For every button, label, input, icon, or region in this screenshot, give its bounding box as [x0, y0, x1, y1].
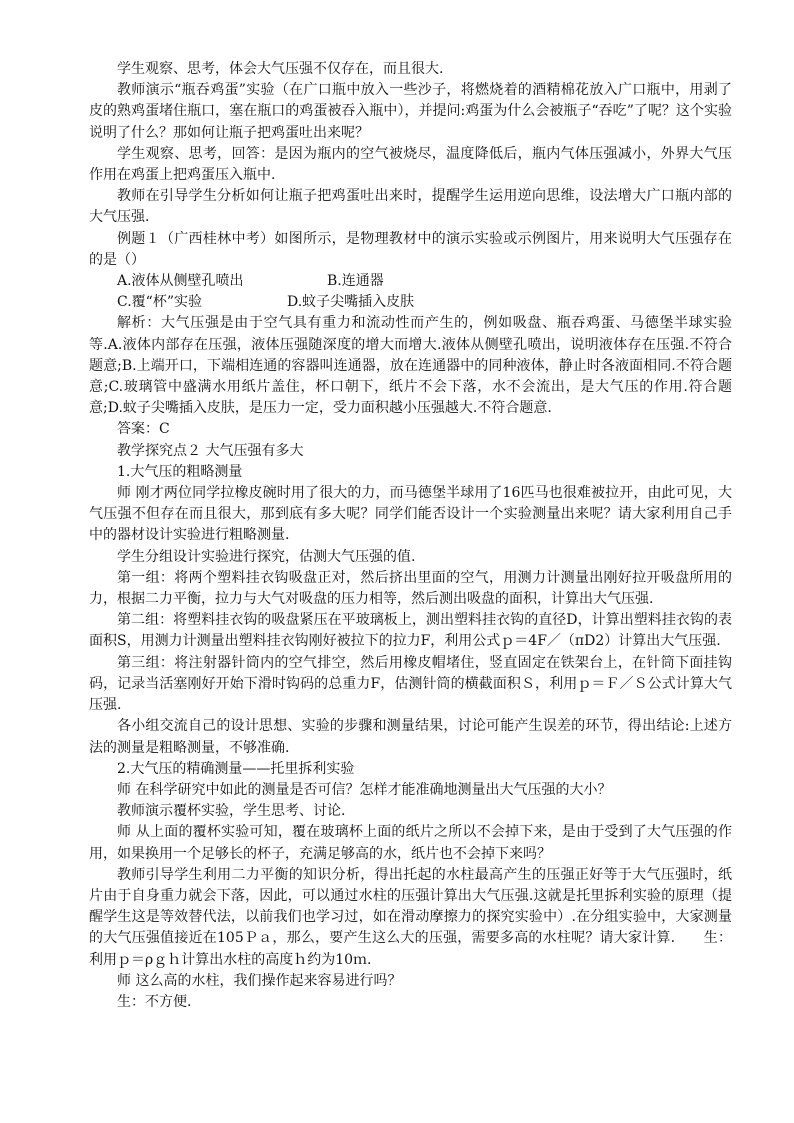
- analysis-paragraph: 解析：大气压强是由于空气具有重力和流动性而产生的，例如吸盘、瓶吞鸡蛋、马德堡半球实验等.A.液体内部存在压强，液体压强随深度的增大而增大.液体从侧壁孔喷出，说明液体存在压强.不符合题意;B.上端开口，下端相连通的容器叫连通器，放在连通器中的同种液体，静止时各液面相同.不符合题意;C.玻璃管中盛满水用纸片盖住，杯口朝下，纸片不会下落，水不会流出，是大气压的作用.符合题意;D.蚊子尖嘴插入皮肤，是压力一定，受力面积越小压强越大.不符合题意.: [89, 315, 732, 417]
- paragraph: 学生观察、思考，回答：是因为瓶内的空气被烧尽，温度降低后，瓶内气体压强减小，外界大气压作用在鸡蛋上把鸡蛋压入瓶中.: [89, 145, 732, 184]
- paragraph: 师 从上面的覆杯实验可知，覆在玻璃杯上面的纸片之所以不会掉下来，是由于受到了大气压强的作用，如果换用一个足够长的杯子，充满足够高的水，纸片也不会掉下来吗？: [89, 824, 732, 862]
- paragraph: 第三组：将注射器针筒内的空气排空，然后用橡皮帽堵住，竖直固定在铁架台上，在针筒下面挂钩码，记录当活塞刚好开始下滑时钩码的总重力F，估测针筒的横截面积Ｓ，利用ｐ＝Ｆ／Ｓ公式计算大气压强.: [89, 654, 732, 714]
- options-row-1: [89, 271, 732, 292]
- answer: 答案：C: [117, 421, 170, 438]
- paragraph: 教师演示覆杯实验，学生思考、讨论.: [117, 803, 346, 820]
- paragraph: 各小组交流自己的设计思想、实验的步骤和测量结果，讨论可能产生误差的环节，得出结论:上述方法的测量是粗略测量，不够准确.: [89, 718, 732, 756]
- paragraph: 学生分组设计实验进行探究，估测大气压强的值.: [117, 548, 416, 565]
- paragraph: 教师演示“瓶吞鸡蛋”实验（在广口瓶中放入一些沙子，将燃烧着的酒精棉花放入广口瓶中，用剥了皮的熟鸡蛋堵住瓶口，塞在瓶口的鸡蛋被吞入瓶中），并提问:鸡蛋为什么会被瓶子“吞吃”了呢？这个实验说明了什么？那如何让瓶子把鸡蛋吐出来呢？: [89, 82, 732, 141]
- paragraph: 师 刚才两位同学拉橡皮碗时用了很大的力，而马德堡半球用了16匹马也很难被拉开，由此可见，大气压强不但存在而且很大，那到底有多大呢？同学们能否设计一个实验测量出来呢？请大家利用自己手中的器材设计实验进行粗略测量.: [89, 485, 732, 544]
- paragraph: 第一组：将两个塑料挂衣钩吸盘正对，然后挤出里面的空气，用测力计测量出刚好拉开吸盘所用的力，根据二力平衡，拉力与大气对吸盘的压力相等，然后测出吸盘的面积，计算出大气压强.: [89, 569, 732, 608]
- paragraph: 师 在科学研究中如此的测量是否可信？怎样才能准确地测量出大气压强的大小？: [117, 781, 612, 798]
- option-c: C.覆“杯”实验: [117, 294, 202, 311]
- options-row-2: [89, 292, 732, 313]
- option-a: A.液体从侧壁孔喷出: [117, 273, 244, 290]
- paragraph: 生：不方便.: [117, 993, 192, 1010]
- subsection-heading: 2.大气压的精确测量——托里拆利实验: [117, 760, 355, 777]
- subsection-heading: 1.大气压的粗略测量: [117, 463, 243, 480]
- example-question: 例题１（广西桂林中考）如图所示，是物理教材中的演示实验或示例图片，用来说明大气压强存在的是（）: [89, 230, 732, 268]
- paragraph: 师 这么高的水柱，我们操作起来容易进行吗？: [117, 972, 402, 989]
- paragraph: 教师在引导学生分析如何让瓶子把鸡蛋吐出来时，提醒学生运用逆向思维，设法增大广口瓶内部的大气压强.: [89, 188, 732, 226]
- section-heading: 教学探究点２ 大气压强有多大: [117, 442, 304, 459]
- paragraph: 教师引导学生利用二力平衡的知识分析，得出托起的水柱最高产生的压强正好等于大气压强时，纸片由于自身重力就会下落，因此，可以通过水柱的压强计算出大气压强.这就是托里拆利实验的原理（提醒学生这是等效替代法，以前我们也学习过，如在滑动摩擦力的探究实验中）.在分组实验中，大家测量的大气压强值接近在105Ｐａ，那么，要产生这么大的压强，需要多高的水柱呢？请大家计算. 生：利用ｐ＝ρｇｈ计算出水柱的高度ｈ约为10ｍ.: [89, 866, 732, 968]
- paragraph: 学生观察、思考，体会大气压强不仅存在，而且很大.: [117, 61, 444, 77]
- paragraph: 第二组：将塑料挂衣钩的吸盘紧压在平玻璃板上，测出塑料挂衣钩的直径D，计算出塑料挂衣钩的表面积S，用测力计测量出塑料挂衣钩刚好被拉下的拉力F，利用公式ｐ＝4F／（πD2）计算出大气压强.: [89, 612, 732, 650]
- option-b: B.连通器: [327, 273, 384, 290]
- option-d: D.蚊子尖嘴插入皮肤: [287, 294, 415, 311]
